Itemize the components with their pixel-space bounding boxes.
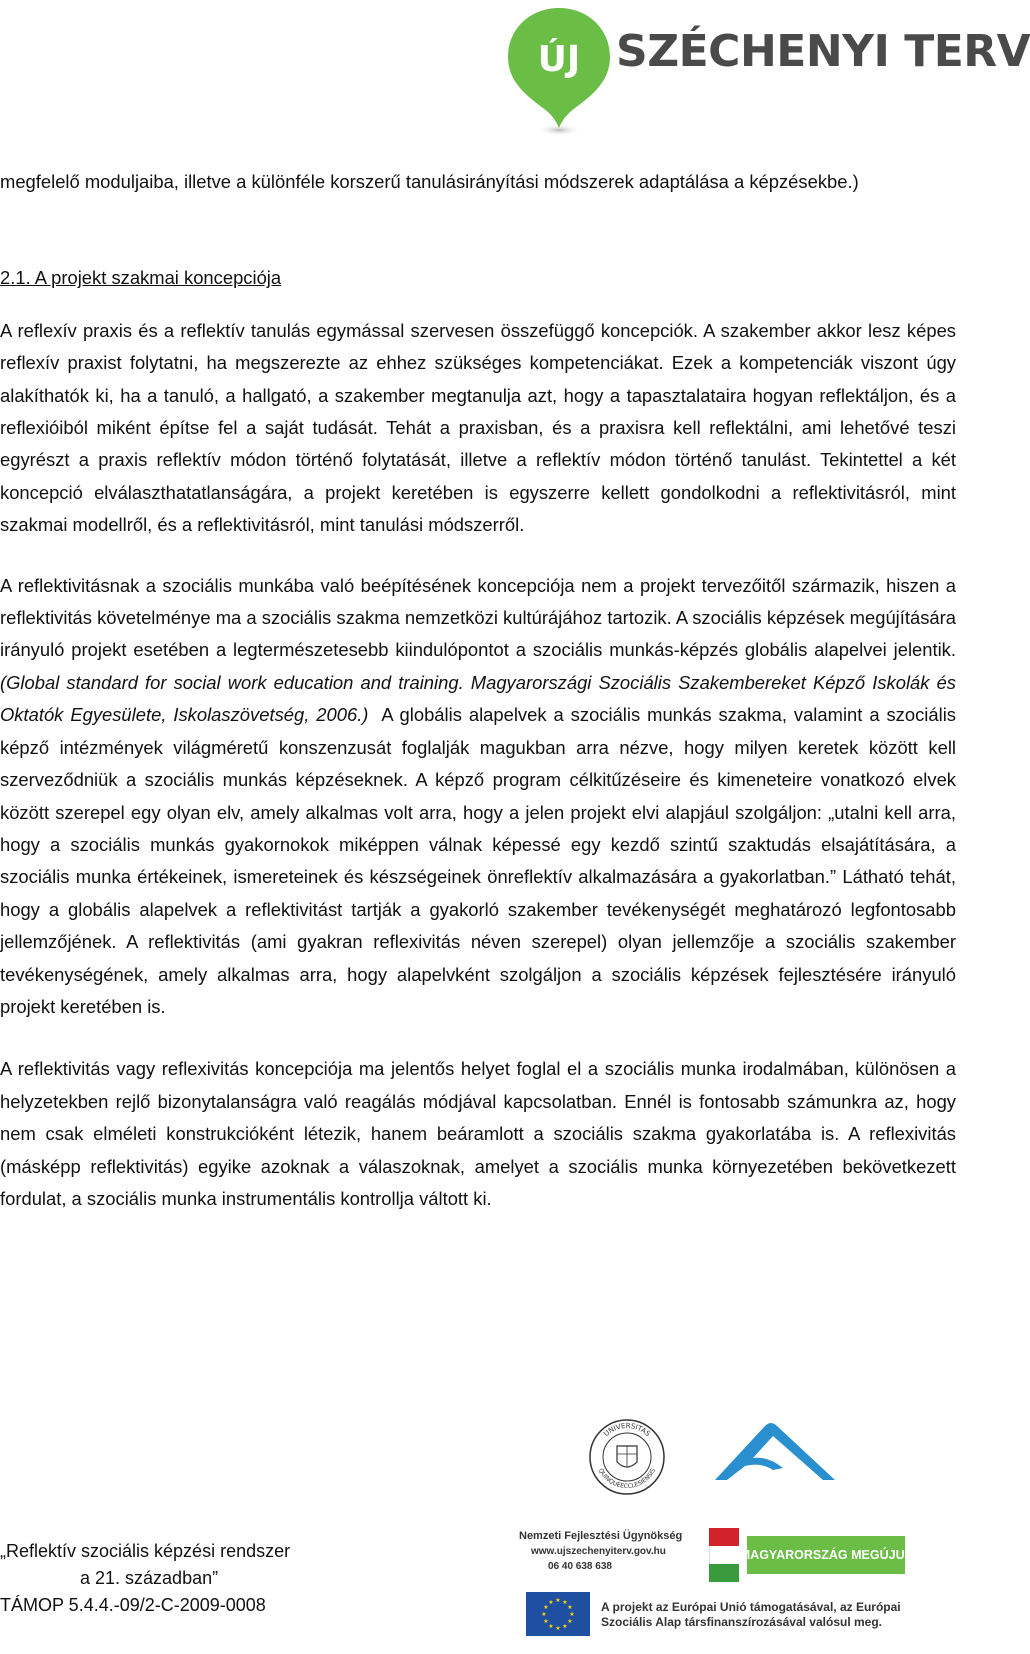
document-body — [0, 166, 956, 1215]
funding-logos — [491, 1512, 960, 1654]
paragraph-2-citation: (Global standard for social work education and training. Magyarországi Szociális Szakembereket Képző Iskolák és Oktatók Egyesülete, Iskolaszövetség, 2006.) — [0, 671, 956, 726]
svg-text:★: ★ — [567, 1604, 573, 1611]
svg-text:★: ★ — [562, 1623, 568, 1630]
svg-text:★: ★ — [567, 1618, 573, 1625]
nfu-phone: 06 40 638 638 — [548, 1561, 612, 1572]
project-code: TÁMOP 5.4.4.-09/2-C-2009-0008 — [0, 1595, 266, 1615]
section-heading-text: 2.1. A projekt szakmai koncepciója — [0, 267, 282, 289]
nfu-title: Nemzeti Fejlesztési Ügynökség — [519, 1530, 683, 1542]
seal-text-bottom: QUINQUEECCLESIENSIS — [596, 1467, 658, 1491]
nfu-url: www.ujszechenyiterv.gov.hu — [531, 1546, 666, 1557]
paragraph-1: A reflexív praxis és a reflektív tanulás egymással szervesen összefüggő koncepciók. A szakember akkor lesz képes reflexív praxist folytatni, ha megszerezte az ehhez szükséges kompetenciákat. Ezek a kompetenciák viszont úgy alakíthatók ki, ha a tanuló, a hallgató, a szakember megtanulja azt, hogy a tapasztalataira hogyan reflektáljon, és a reflexióiból miként építse fel a saját tudását. Tehát a praxisban, és a praxisra kell reflektálni, ami lehetővé teszi egyrészt a praxis reflektív módon történő folytatását, illetve a reflektív módon történő tanulást. Tekintettel a két koncepció elválaszthatatlanságára, a projekt keretében is egyszerre kellett gondolkodni a reflektivitásról, mint szakmai modellről, és a reflektivitásról, mint tanulási módszerről. — [0, 319, 956, 536]
svg-text:★: ★ — [555, 1597, 561, 1604]
seal-text-top: UNIVERSITAS — [602, 1421, 652, 1439]
paragraph-2 — [0, 570, 956, 1024]
eu-funding-line-1: A projekt az Európai Unió támogatásával, az Európai — [601, 1600, 901, 1614]
magyarorszag-megujul-banner: MAGYARORSZÁG MEGÚJUL — [747, 1536, 905, 1574]
svg-text:★: ★ — [541, 1611, 547, 1618]
university-seal-icon — [588, 1418, 666, 1496]
svg-text:★: ★ — [562, 1599, 568, 1606]
eu-funding-line-2: Szociális Alap társfinanszírozásával valósul meg. — [601, 1615, 882, 1629]
svg-text:★: ★ — [569, 1611, 575, 1618]
svg-text:★: ★ — [543, 1618, 549, 1625]
project-title-line-1: „Reflektív szociális képzési rendszer — [0, 1541, 291, 1561]
intro-paragraph: megfelelő moduljaiba, illetve a különféle korszerű tanulásirányítási módszerek adaptálása a képzésekbe.) — [0, 171, 859, 192]
hungarian-flag-icon — [709, 1528, 739, 1582]
paragraph-2-part-a: A reflektivitásnak a szociális munkába való beépítésének koncepciója nem a projekt tervezőitől származik, hiszen a reflektivitás követelménye ma a szociális szakma nemzetközi kultúrájához tartozik. A szociális képzések megújítására irányuló projekt esetében a legtermészetesebb kiindulópontot a szociális munkás-képzés globális alapelvei jelentik. — [0, 574, 956, 661]
logo-pin-text: ÚJ — [537, 39, 581, 80]
svg-text:★: ★ — [548, 1623, 554, 1630]
uj-szechenyi-terv-logo — [505, 4, 1030, 140]
section-heading — [0, 262, 956, 294]
eu-flag-icon — [526, 1592, 590, 1636]
svg-text:★: ★ — [555, 1625, 561, 1632]
eu-funding-statement — [601, 1600, 901, 1630]
mountain-logo-icon — [713, 1418, 838, 1488]
svg-text:★: ★ — [548, 1599, 554, 1606]
svg-text:★: ★ — [543, 1604, 549, 1611]
logo-wordmark: SZÉCHENYI TERV — [616, 26, 1030, 77]
project-footer — [0, 1538, 290, 1619]
paragraph-2-part-b: A globális alapelvek a szociális munkás szakma, valamint a szociális képző intézmények világméretű konszenzusát foglalják magukban arra nézve, hogy milyen keretek között kell szerveződniük a szociális munkás képzéseknek. A képző program célkitűzéseire és kimeneteire vonatkozó elvek között szerepel egy olyan elv, amely alkalmas volt arra, hogy a jelen projekt elvi alapjául szolgáljon: „utalni kell arra, hogy a szociális munkás gyakornokok miképpen válnak képessé egy kezdő szintű szaktudás elsajátítására, a szociális munka értékeinek, ismereteinek és készségeinek önreflektív alkalmazására a gyakorlatban.” Látható tehát, hogy a globális alapelvek a reflektivitást tartják a gyakorló szakember tevékenységét meghatározó legfontosabb jellemzőjének. A reflektivitás (ami gyakran reflexivitás néven szerepel) olyan jellemzője a szociális szakember tevékenységének, amely alkalmas arra, hogy alapelvként szolgáljon a szociális képzések fejlesztésére irányuló projekt keretében is. — [0, 704, 956, 1017]
project-title-line-2: a 21. században” — [80, 1568, 219, 1588]
paragraph-3: A reflektivitás vagy reflexivitás koncepciója ma jelentős helyet foglal el a szociális munka irodalmában, különösen a helyzetekben rejlő bizonytalanságra való reagálás módjával kapcsolatban. Ennél is fontosabb számunkra az, hogy nem csak elméleti konstrukcióként létezik, hanem beáramlott a szociális szakma gyakorlatába is. A reflexivitás (másképp reflektivitás) egyike azoknak a válaszoknak, amelyet a szociális munka környezetében bekövetkezett fordulat, a szociális munka instrumentális kontrollja váltott ki. — [0, 1058, 956, 1209]
map-pin-icon — [505, 4, 615, 140]
